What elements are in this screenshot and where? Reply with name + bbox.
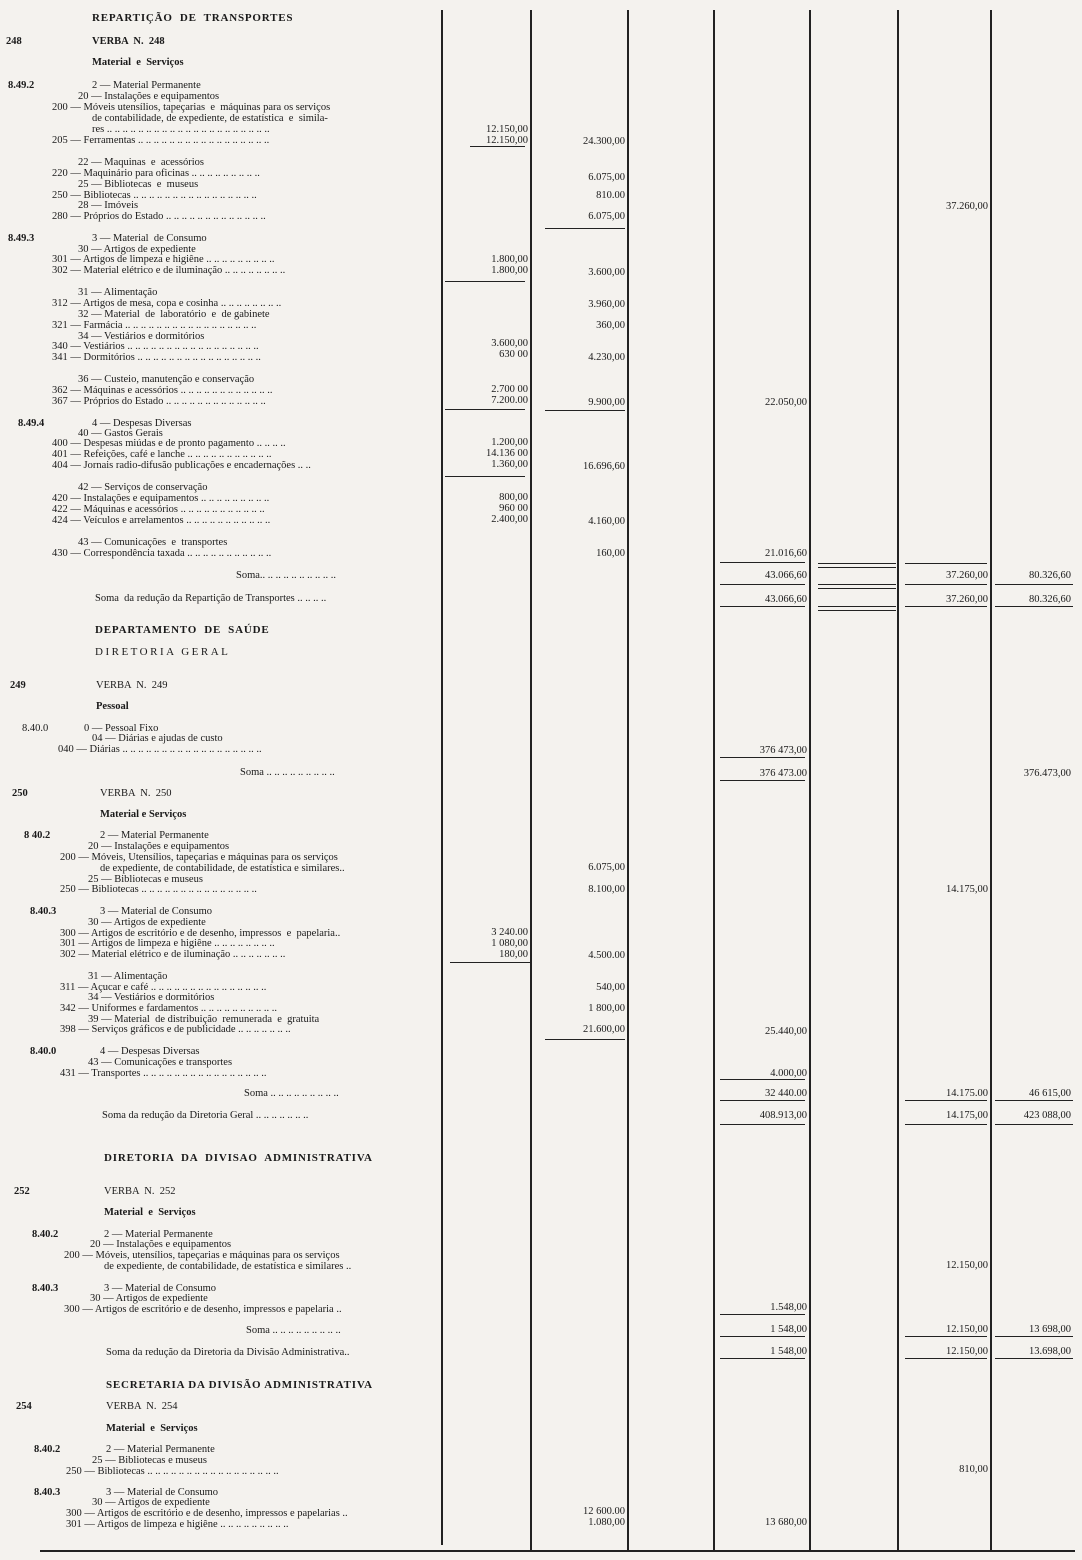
amount-col3-value: 408.913,00	[759, 1110, 807, 1121]
item-text: 341 — Dormitórios .. .. .. .. .. .. .. .. .. .. .. .. .. .. .. ..	[52, 352, 261, 363]
amount-col6-value: 13.698,00	[1029, 1346, 1071, 1357]
classification-code: 8.40.3	[30, 906, 57, 917]
amount-col5-value: 37.260,00	[946, 570, 988, 581]
item-text: 040 — Diárias .. .. .. .. .. .. .. .. .. .. .. .. .. .. .. .. .. ..	[58, 744, 262, 755]
amount-col3-value: 21.016,60	[765, 548, 807, 559]
amount-col6-value: 80.326,60	[1029, 594, 1071, 605]
total-rule	[995, 1358, 1073, 1359]
item-text: 43 — Comunicações e transportes	[78, 537, 228, 548]
amount-col2-value: 4.500.00	[588, 950, 625, 961]
item-text: 3 — Material de Consumo	[104, 1283, 216, 1294]
classification-code: 8.40.2	[32, 1229, 59, 1240]
item-text: de expediente, de contabilidade, de estatística e similares..	[100, 863, 345, 874]
item-text: res .. .. .. .. .. .. .. .. .. .. .. .. .. .. .. .. .. .. .. .. ..	[92, 124, 270, 135]
bottom-rule	[40, 1550, 1075, 1552]
section-heading: DEPARTAMENTO DE SAÚDE	[95, 624, 270, 636]
amount-col1-value: 12.150,00	[486, 124, 528, 135]
amount-col3-value: 43.066,60	[765, 594, 807, 605]
amount-col2-value: 6.075,00	[588, 211, 625, 222]
item-text: 34 — Vestiários e dormitórios	[78, 331, 205, 342]
verba-number: 248	[6, 36, 22, 47]
item-text: 205 — Ferramentas .. .. .. .. .. .. .. .. .. .. .. .. .. .. .. .. ..	[52, 135, 270, 146]
item-text: 42 — Serviços de conservação	[78, 482, 208, 493]
subheading: Material e Serviços	[100, 809, 187, 820]
verba-number: 252	[14, 1186, 30, 1197]
total-rule	[818, 606, 896, 611]
total-rule	[905, 1124, 987, 1125]
total-rule	[818, 584, 896, 589]
amount-col2-value: 4.230,00	[588, 352, 625, 363]
column-rule	[441, 10, 443, 1545]
amount-col6-value: 423 088,00	[1023, 1110, 1071, 1121]
amount-col2-value: 160,00	[596, 548, 625, 559]
item-text: 30 — Artigos de expediente	[92, 1497, 210, 1508]
total-rule	[545, 410, 625, 411]
amount-col2-value: 8.100,00	[588, 884, 625, 895]
item-text: 25 — Bibliotecas e museus	[78, 179, 199, 190]
amount-col1-value: 1.800,00	[491, 265, 528, 276]
subheading: Pessoal	[96, 701, 129, 712]
amount-col1-value: 1.200,00	[491, 437, 528, 448]
amount-col1-value: 2.700 00	[491, 384, 528, 395]
item-text: 302 — Material elétrico e de iluminação .. .. .. .. .. .. .. ..	[52, 265, 286, 276]
total-rule	[995, 606, 1073, 607]
amount-col1-value: 12.150,00	[486, 135, 528, 146]
total-rule	[720, 584, 805, 585]
item-text: 424 — Veículos e arrelamentos .. .. .. .. .. .. .. .. .. .. ..	[52, 515, 271, 526]
total-rule	[545, 228, 625, 229]
section-heading: DIRETORIA GERAL	[95, 646, 231, 658]
soma-label: Soma.. .. .. .. .. .. .. .. .. ..	[236, 570, 337, 581]
amount-col6-value: 13 698,00	[1029, 1324, 1071, 1335]
amount-col2-value: 810.00	[596, 190, 625, 201]
verba-number: 250	[12, 788, 28, 799]
amount-col3-value: 376 473,00	[759, 745, 807, 756]
total-rule	[905, 606, 987, 607]
total-rule	[905, 584, 987, 585]
amount-col2-value: 4.160,00	[588, 516, 625, 527]
classification-code: 8 40.2	[24, 830, 51, 841]
total-rule	[470, 146, 525, 147]
total-rule	[720, 1124, 805, 1125]
item-text: 2 — Material Permanente	[100, 830, 209, 841]
classification-code: 8.40.2	[34, 1444, 61, 1455]
subheading: Material e Serviços	[104, 1207, 196, 1218]
subheading: Material e Serviços	[106, 1423, 198, 1434]
verba-title: VERBA N. 248	[92, 36, 165, 47]
soma-reducao-label: Soma da redução da Diretoria Geral .. .. .. .. .. .. ..	[102, 1110, 309, 1121]
item-text: 28 — Imóveis	[78, 200, 139, 211]
total-rule	[905, 1336, 987, 1337]
total-rule	[720, 1079, 805, 1080]
classification-code: 8.49.4	[18, 418, 45, 429]
amount-col2-value: 21.600,00	[583, 1024, 625, 1035]
amount-col2-value: 12 600.00	[583, 1506, 625, 1517]
item-text: 36 — Custeio, manutenção e conservação	[78, 374, 255, 385]
total-rule	[905, 563, 987, 564]
total-rule	[995, 1336, 1073, 1337]
total-rule	[445, 476, 525, 477]
item-text: 200 — Móveis, utensílios, tapeçarias e máquinas para os serviços	[64, 1250, 340, 1261]
item-text: 321 — Farmácia .. .. .. .. .. .. .. .. .. .. .. .. .. .. .. .. ..	[52, 320, 257, 331]
amount-col2-value: 24.300,00	[583, 136, 625, 147]
total-rule	[720, 1100, 805, 1101]
amount-col6-value: 80.326,60	[1029, 570, 1071, 581]
item-text: 2 — Material Permanente	[104, 1229, 213, 1240]
item-text: 300 — Artigos de escritório e de desenho, impressos e papelaria..	[60, 928, 341, 939]
item-text: 04 — Diárias e ajudas de custo	[92, 733, 223, 744]
total-rule	[905, 1100, 987, 1101]
classification-code: 8.40.0	[30, 1046, 57, 1057]
section-heading: REPARTIÇÃO DE TRANSPORTES	[92, 12, 294, 24]
item-text: 430 — Correspondência taxada .. .. .. .. .. .. .. .. .. .. ..	[52, 548, 272, 559]
item-text: 2 — Material Permanente	[92, 80, 201, 91]
amount-col5-value: 12.150,00	[946, 1324, 988, 1335]
amount-col1-value: 7.200.00	[491, 395, 528, 406]
item-text: 2 — Material Permanente	[106, 1444, 215, 1455]
item-text: 300 — Artigos de escritório e de desenho, impressos e papelaria ..	[64, 1304, 342, 1315]
column-rule	[713, 10, 715, 1550]
item-text: 20 — Instalações e equipamentos	[88, 841, 230, 852]
soma-label: Soma .. .. .. .. .. .. .. .. ..	[244, 1088, 339, 1099]
item-text: 398 — Serviços gráficos e de publicidade .. .. .. .. .. .. ..	[60, 1024, 291, 1035]
amount-col3-value: 13 680,00	[765, 1517, 807, 1528]
amount-col2-value: 540,00	[596, 982, 625, 993]
item-text: 25 — Bibliotecas e museus	[88, 874, 203, 885]
amount-col5-value: 37.260,00	[946, 201, 988, 212]
amount-col5-value: 12.150,00	[946, 1346, 988, 1357]
item-text: 301 — Artigos de limpeza e higiêne .. .. .. .. .. .. .. .. ..	[66, 1519, 289, 1530]
total-rule	[720, 1314, 805, 1315]
total-rule	[995, 1100, 1073, 1101]
amount-col3-value: 22.050,00	[765, 397, 807, 408]
item-text: 25 — Bibliotecas e museus	[92, 1455, 207, 1466]
item-text: 312 — Artigos de mesa, copa e cosinha .. .. .. .. .. .. .. ..	[52, 298, 282, 309]
soma-label: Soma .. .. .. .. .. .. .. .. ..	[240, 767, 335, 778]
amount-col1-value: 2.400,00	[491, 514, 528, 525]
total-rule	[720, 757, 805, 758]
amount-col5-value: 37.260,00	[946, 594, 988, 605]
amount-col5-value: 12.150,00	[946, 1260, 988, 1271]
amount-col3-value: 1 548,00	[770, 1324, 807, 1335]
item-text: 4 — Despesas Diversas	[92, 418, 192, 429]
item-text: 404 — Jornais radio-difusão publicações e encadernações .. ..	[52, 460, 311, 471]
item-text: 4 — Despesas Diversas	[100, 1046, 200, 1057]
item-text: 31 — Alimentação	[88, 971, 168, 982]
column-rule	[627, 10, 629, 1550]
section-heading: SECRETARIA DA DIVISÃO ADMINISTRATIVA	[106, 1379, 373, 1391]
item-text: 340 — Vestiários .. .. .. .. .. .. .. .. .. .. .. .. .. .. .. .. ..	[52, 341, 259, 352]
column-rule	[809, 10, 811, 1550]
item-text: 30 — Artigos de expediente	[88, 917, 206, 928]
item-text: 3 — Material de Consumo	[106, 1487, 218, 1498]
amount-col1-value: 180,00	[499, 949, 528, 960]
total-rule	[445, 281, 525, 282]
amount-col2-value: 16.696,60	[583, 461, 625, 472]
amount-col3-value: 1.548,00	[770, 1302, 807, 1313]
item-text: 39 — Material de distribuição remunerada e gratuita	[88, 1014, 320, 1025]
item-text: 250 — Bibliotecas .. .. .. .. .. .. .. .. .. .. .. .. .. .. ..	[60, 884, 257, 895]
item-text: 200 — Móveis utensílios, tapeçarias e máquinas para os serviços	[52, 102, 331, 113]
amount-col5-value: 14.175,00	[946, 884, 988, 895]
item-text: 342 — Uniformes e fardamentos .. .. .. .. .. .. .. .. .. ..	[60, 1003, 277, 1014]
verba-title: VERBA N. 254	[106, 1401, 178, 1412]
amount-col1-value: 1 080,00	[491, 938, 528, 949]
verba-title: VERBA N. 250	[100, 788, 172, 799]
amount-col3-value: 4.000,00	[770, 1068, 807, 1079]
amount-col1-value: 800,00	[499, 492, 528, 503]
item-text: 431 — Transportes .. .. .. .. .. .. .. .. .. .. .. .. .. .. .. ..	[60, 1068, 267, 1079]
item-text: 3 — Material de Consumo	[100, 906, 212, 917]
verba-number: 254	[16, 1401, 32, 1412]
item-text: 311 — Açucar e café .. .. .. .. .. .. .. .. .. .. .. .. .. .. ..	[60, 982, 267, 993]
item-text: 400 — Despesas miúdas e de pronto pagamento .. .. .. ..	[52, 438, 286, 449]
item-text: 301 — Artigos de limpeza e higiêne .. .. .. .. .. .. .. ..	[60, 938, 275, 949]
amount-col2-value: 1 800,00	[588, 1003, 625, 1014]
amount-col3-value: 376 473.00	[759, 768, 807, 779]
item-text: 43 — Comunicações e transportes	[88, 1057, 233, 1068]
item-text: 302 — Material elétrico e de iluminação .. .. .. .. .. .. ..	[60, 949, 286, 960]
item-text: 22 — Maquinas e acessórios	[78, 157, 204, 168]
item-text: 200 — Móveis, Utensílios, tapeçarias e máquinas para os serviços	[60, 852, 338, 863]
item-text: 20 — Instalações e equipamentos	[90, 1239, 232, 1250]
total-rule	[720, 1358, 805, 1359]
soma-reducao-label: Soma da redução da Diretoria da Divisão Administrativa..	[106, 1347, 350, 1358]
amount-col1-value: 630 00	[499, 349, 528, 360]
classification-code: 8.49.3	[8, 233, 35, 244]
item-text: 367 — Próprios do Estado .. .. .. .. .. .. .. .. .. .. .. .. ..	[52, 396, 266, 407]
amount-col3-value: 32 440.00	[765, 1088, 807, 1099]
column-rule	[897, 10, 899, 1550]
amount-col2-value: 6.075,00	[588, 172, 625, 183]
total-rule	[818, 563, 896, 568]
amount-col3-value: 25.440,00	[765, 1026, 807, 1037]
total-rule	[720, 780, 805, 781]
item-text: 3 — Material de Consumo	[92, 233, 207, 244]
item-text: 362 — Máquinas e acessórios .. .. .. .. .. .. .. .. .. .. .. ..	[52, 385, 273, 396]
verba-number: 249	[10, 680, 26, 691]
item-text: 20 — Instalações e equipamentos	[78, 91, 220, 102]
column-rule	[990, 10, 992, 1550]
total-rule	[720, 1336, 805, 1337]
amount-col6-value: 46 615,00	[1029, 1088, 1071, 1099]
total-rule	[905, 1358, 987, 1359]
classification-code: 8.40.3	[32, 1283, 59, 1294]
soma-label: Soma .. .. .. .. .. .. .. .. ..	[246, 1325, 341, 1336]
amount-col1-value: 960 00	[499, 503, 528, 514]
amount-col3-value: 43.066,60	[765, 570, 807, 581]
item-text: 220 — Maquinário para oficinas .. .. .. .. .. .. .. .. ..	[52, 168, 260, 179]
amount-col1-value: 1.360,00	[491, 459, 528, 470]
amount-col1-value: 3 240.00	[491, 927, 528, 938]
amount-col2-value: 9.900,00	[588, 397, 625, 408]
amount-col1-value: 3.600,00	[491, 338, 528, 349]
amount-col2-value: 3.600,00	[588, 267, 625, 278]
amount-col1-value: 1.800,00	[491, 254, 528, 265]
item-text: 250 — Bibliotecas .. .. .. .. .. .. .. .. .. .. .. .. .. .. .. ..	[52, 190, 257, 201]
total-rule	[720, 606, 805, 607]
amount-col5-value: 14.175.00	[946, 1088, 988, 1099]
item-text: 32 — Material de laboratório e de gabinete	[78, 309, 270, 320]
column-rule	[530, 10, 532, 1550]
total-rule	[545, 1039, 625, 1040]
item-text: 250 — Bibliotecas .. .. .. .. .. .. .. .. .. .. .. .. .. .. .. .. ..	[66, 1466, 279, 1477]
total-rule	[450, 962, 530, 963]
item-text: 31 — Alimentação	[78, 287, 158, 298]
amount-col2-value: 360,00	[596, 320, 625, 331]
classification-code: 8.40.3	[34, 1487, 61, 1498]
amount-col1-value: 14.136 00	[486, 448, 528, 459]
total-rule	[720, 562, 805, 563]
item-text: 40 — Gastos Gerais	[78, 428, 163, 439]
total-rule	[995, 584, 1073, 585]
verba-title: VERBA N. 249	[96, 680, 168, 691]
item-text: 300 — Artigos de escritório e de desenho, impressos e papelarias ..	[66, 1508, 348, 1519]
amount-col2-value: 3.960,00	[588, 299, 625, 310]
amount-col3-value: 1 548,00	[770, 1346, 807, 1357]
item-text: 34 — Vestiários e dormitórios	[88, 992, 215, 1003]
item-text: 420 — Instalações e equipamentos .. .. .. .. .. .. .. .. ..	[52, 493, 270, 504]
item-text: 422 — Máquinas e acessórios .. .. .. .. .. .. .. .. .. .. ..	[52, 504, 265, 515]
classification-code: 8.40.0	[22, 723, 49, 734]
amount-col6-value: 376.473,00	[1023, 768, 1071, 779]
amount-col5-value: 810,00	[959, 1464, 988, 1475]
verba-title: VERBA N. 252	[104, 1186, 176, 1197]
amount-col2-value: 1.080,00	[588, 1517, 625, 1528]
soma-reducao-label: Soma da redução da Repartição de Transportes .. .. .. ..	[95, 593, 327, 604]
amount-col5-value: 14.175,00	[946, 1110, 988, 1121]
item-text: 30 — Artigos de expediente	[78, 244, 196, 255]
item-text: 0 — Pessoal Fixo	[84, 723, 159, 734]
item-text: 301 — Artigos de limpeza e higiêne .. .. .. .. .. .. .. .. ..	[52, 254, 275, 265]
item-text: de contabilidade, de expediente, de estatística e simila-	[92, 113, 328, 124]
subheading: Material e Serviços	[92, 57, 184, 68]
amount-col2-value: 6.075,00	[588, 862, 625, 873]
section-heading: DIRETORIA DA DIVISAO ADMINISTRATIVA	[104, 1152, 373, 1164]
item-text: de expediente, de contabilidade, de estatística e similares ..	[104, 1261, 352, 1272]
classification-code: 8.49.2	[8, 80, 35, 91]
item-text: 30 — Artigos de expediente	[90, 1293, 208, 1304]
total-rule	[445, 409, 525, 410]
item-text: 401 — Refeições, café e lanche .. .. .. .. .. .. .. .. .. .. ..	[52, 449, 272, 460]
total-rule	[995, 1124, 1073, 1125]
item-text: 280 — Próprios do Estado .. .. .. .. .. .. .. .. .. .. .. .. ..	[52, 211, 266, 222]
